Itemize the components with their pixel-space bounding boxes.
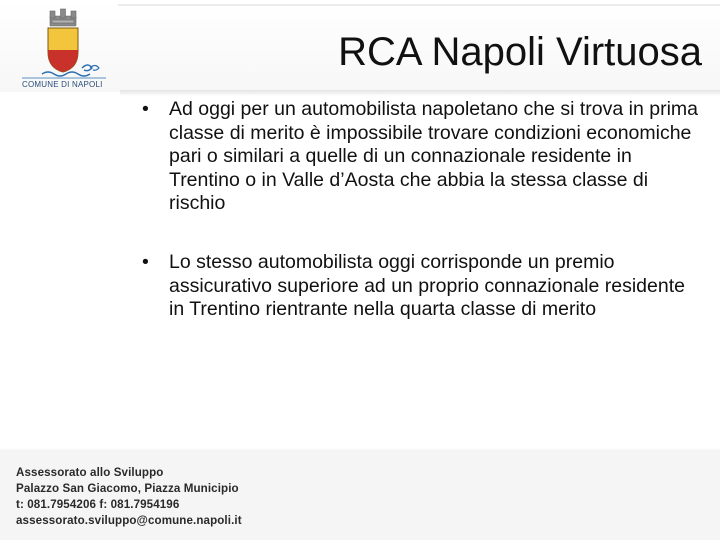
logo-caption: COMUNE DI NAPOLI	[22, 80, 103, 89]
bullet-item	[142, 98, 702, 216]
bullet-marker: •	[142, 98, 149, 120]
footer-email: assessorato.sviluppo@comune.napoli.it	[16, 514, 242, 527]
bullet-text: Lo stesso automobilista oggi corrisponde un premio assicurativo superiore ad un proprio connazionale residente in Trentino rientrante nella quarta classe di merito	[169, 250, 685, 321]
bullet-list	[142, 98, 702, 322]
bullet-item	[142, 251, 702, 322]
bullet-marker: •	[142, 250, 149, 273]
page-title: RCA Napoli Virtuosa	[338, 30, 702, 74]
header-shadow	[120, 90, 720, 96]
header-divider	[118, 4, 720, 6]
bullet-text: Ad oggi per un automobilista napoletano che si trova in prima classe di merito è impossibile trovare condizioni economiche pari o similari a quelle di un connazionale residente in Trentino o in Valle d’Aosta che abbia la stessa classe di rischio	[169, 98, 698, 215]
footer-department: Assessorato allo Sviluppo	[16, 466, 164, 479]
footer-contact	[16, 465, 242, 529]
footer-address: Palazzo San Giacomo, Piazza Municipio	[16, 482, 239, 495]
footer-phone: t: 081.7954206 f: 081.7954196	[16, 498, 180, 511]
